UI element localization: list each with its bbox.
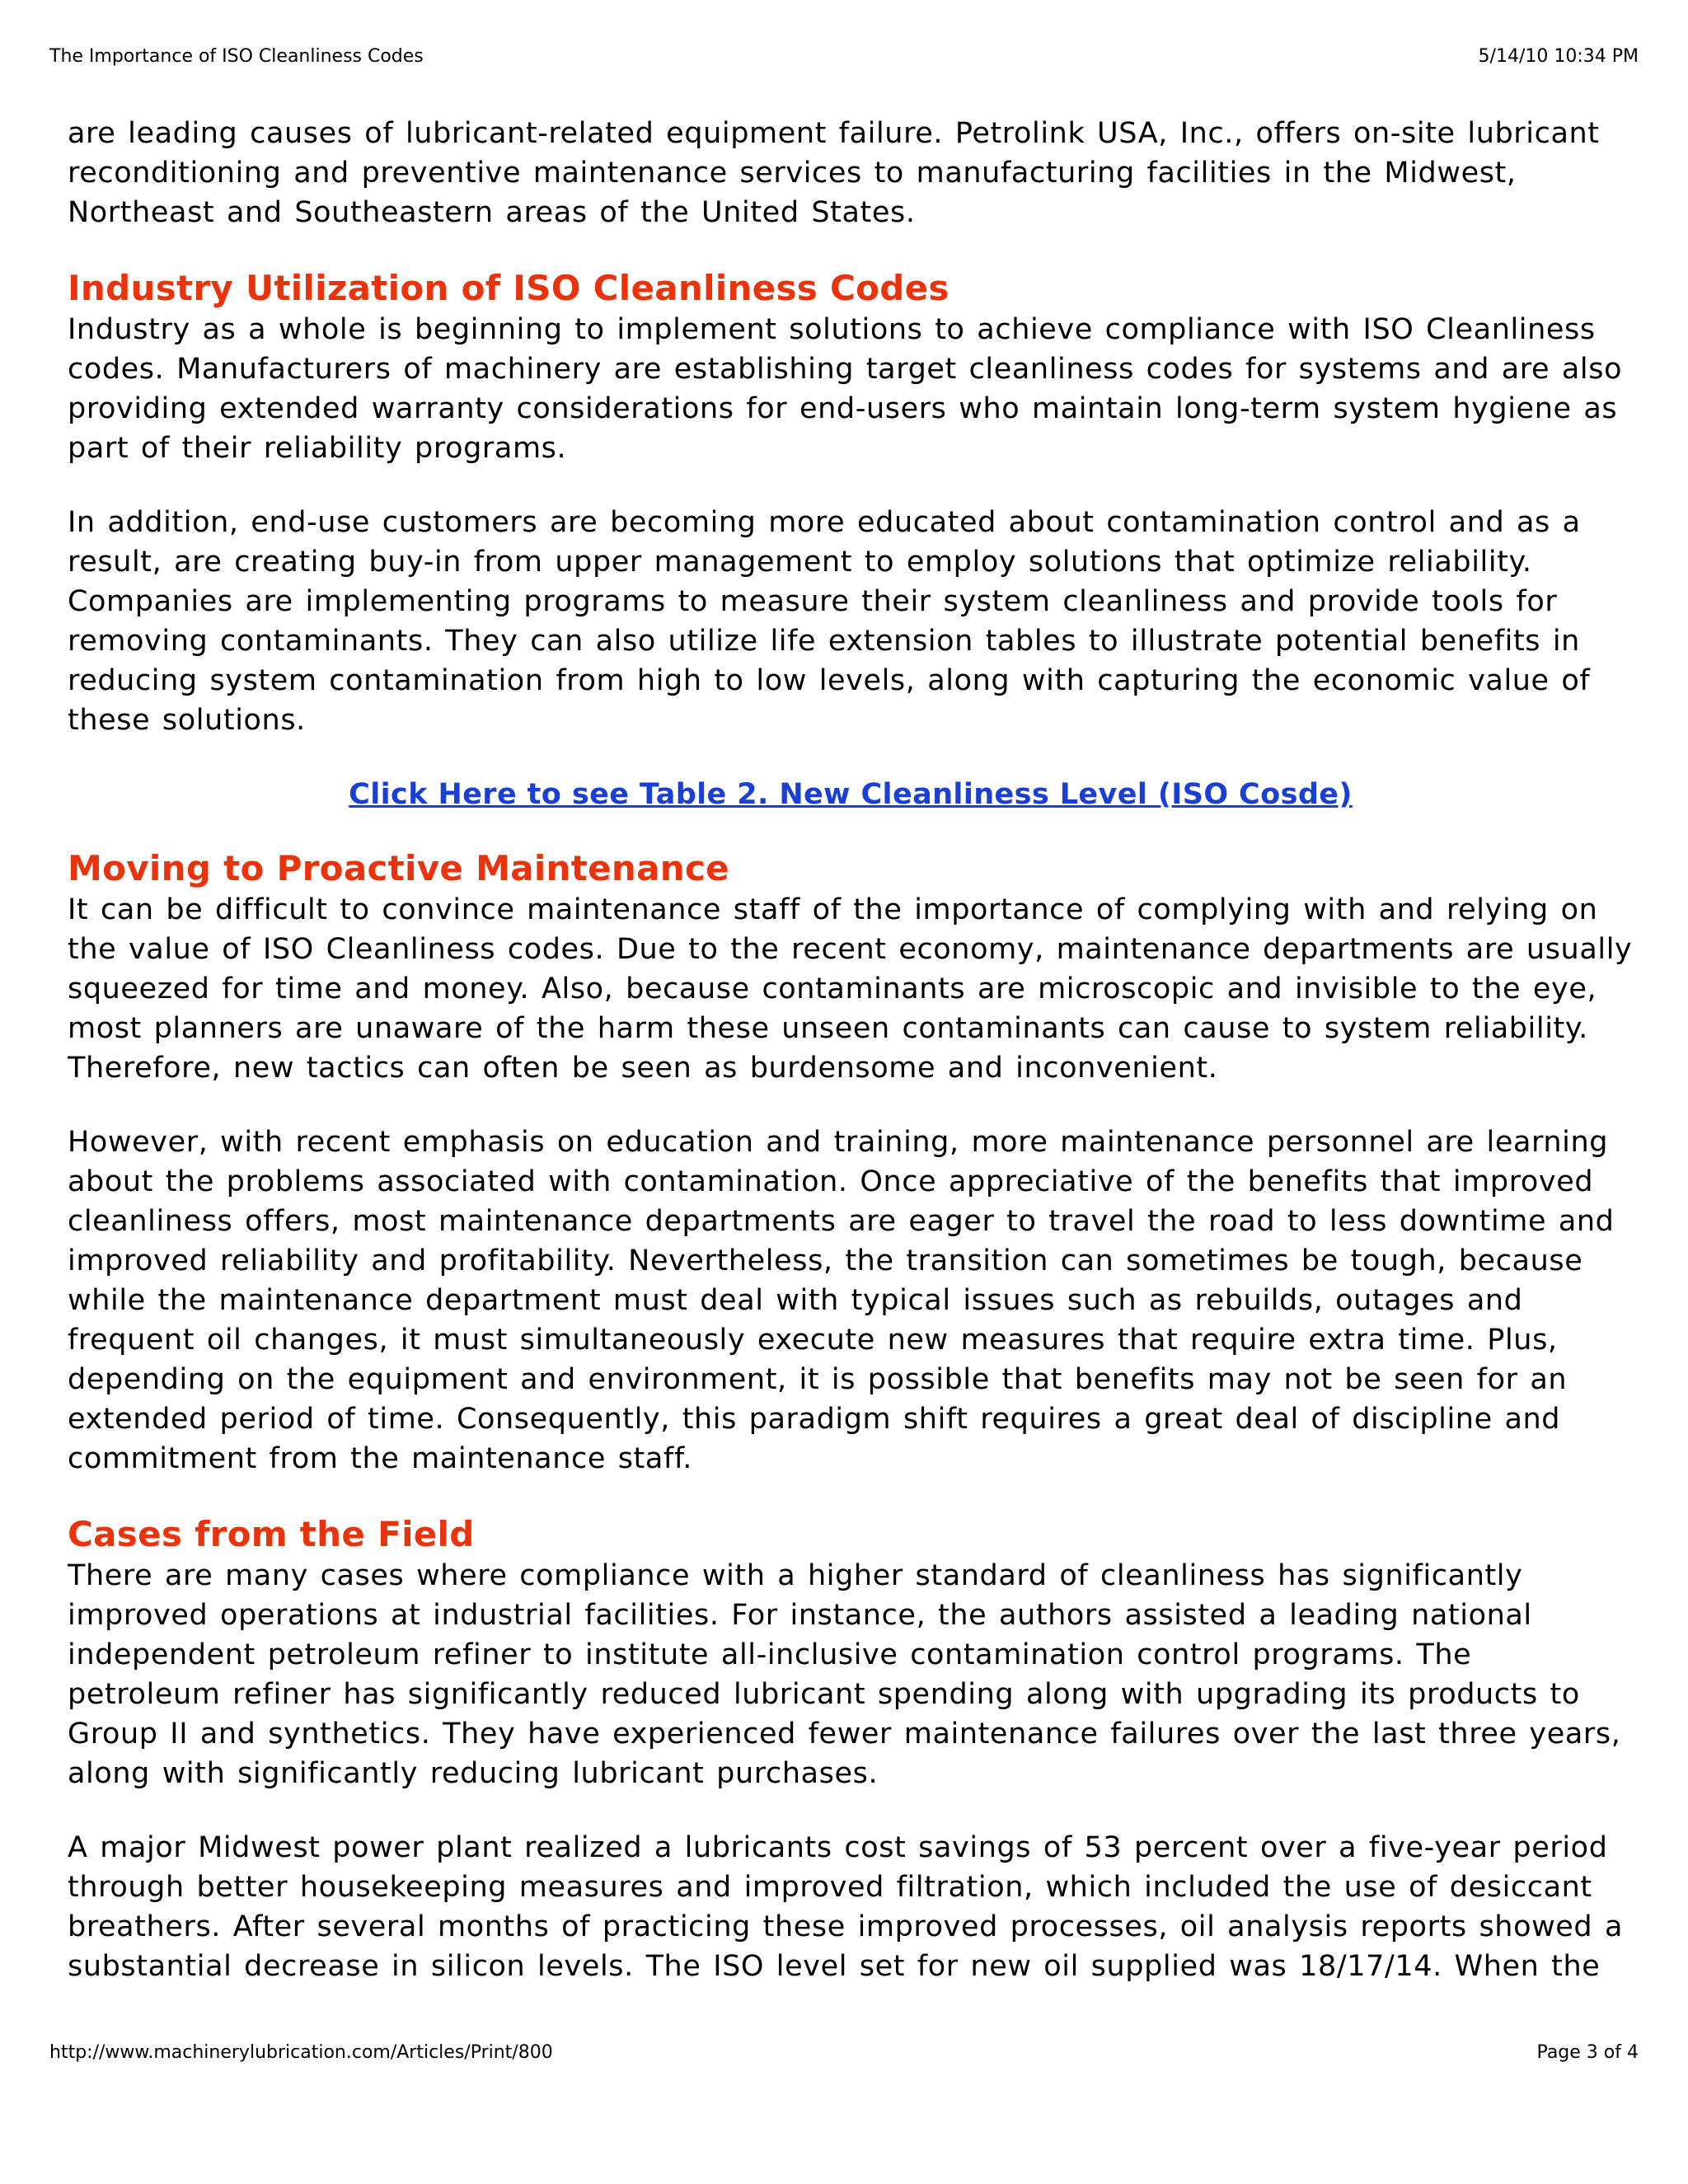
paragraph-cases-2: A major Midwest power plant realized a lubricants cost savings of 53 percent over a five-year period through better housekeeping measures and improved filtration, which included the use of desiccant breathers. After several months of practicing these improved processes, oil analysis reports showed a substantial decrease in silicon levels. The ISO level set for new oil supplied was 18/17/14. When the [68, 1831, 1624, 1983]
print-footer [49, 2042, 1639, 2067]
section-heading-industry-utilization: Industry Utilization of ISO Cleanliness Codes [68, 268, 950, 308]
table-link-row [68, 775, 1634, 814]
section-heading-cases-from-field: Cases from the Field [68, 1514, 475, 1554]
paragraph-proactive-2: However, with recent emphasis on education and training, more maintenance personnel are learning about the problems associated with contamination. Once appreciative of the benefits that improved cleanliness offers, most maintenance departments are eager to travel the road to less downtime and improved reliability and profitability. Nevertheless, the transition can sometimes be tough, because while the maintenance department must deal with typical issues such as rebuilds, outages and frequent oil changes, it must simultaneously execute new measures that require extra time. Plus, depending on the equipment and environment, it is possible that benefits may not be seen for an extended period of time. Consequently, this paradigm shift requires a great deal of discipline and commitment from the maintenance staff. [68, 1126, 1615, 1475]
print-datetime: 5/14/10 10:34 PM [1478, 46, 1639, 67]
print-header [49, 46, 1639, 71]
page-title: The Importance of ISO Cleanliness Codes [49, 46, 424, 67]
table-2-link[interactable]: Click Here to see Table 2. New Cleanliness Level (ISO Cosde) [349, 778, 1353, 811]
page-number: Page 3 of 4 [1536, 2042, 1639, 2063]
paragraph-cases-1: There are many cases where compliance with a higher standard of cleanliness has significantly improved operations at industrial facilities. For instance, the authors assisted a leading national independent petroleum refiner to institute all-inclusive contamination control programs. The petroleum refiner has significantly reduced lubricant spending along with upgrading its products to Group II and synthetics. They have experienced fewer maintenance failures over the last three years, along with significantly reducing lubricant purchases. [68, 1559, 1621, 1790]
paragraph-industry-1: Industry as a whole is beginning to implement solutions to achieve compliance with ISO Cleanliness codes. Manufacturers of machinery are establishing target cleanliness codes for systems and are also providing extended warranty considerations for end-users who maintain long-term system hygiene as part of their reliability programs. [68, 313, 1623, 465]
article-body [68, 114, 1634, 1986]
paragraph-proactive-1: It can be difficult to convince maintenance staff of the importance of complying with and relying on the value of ISO Cleanliness codes. Due to the recent economy, maintenance departments are usually squeezed for time and money. Also, because contaminants are microscopic and invisible to the eye, most planners are unaware of the harm these unseen contaminants can cause to system reliability. Therefore, new tactics can often be seen as burdensome and inconvenient. [68, 893, 1633, 1085]
page-url: http://www.machinerylubrication.com/Articles/Print/800 [49, 2042, 553, 2063]
intro-paragraph: are leading causes of lubricant-related equipment failure. Petrolink USA, Inc., offers on-site lubricant reconditioning and preventive maintenance services to manufacturing facilities in the Midwest, Northeast and Southeastern areas of the United States. [68, 117, 1600, 229]
section-heading-proactive-maintenance: Moving to Proactive Maintenance [68, 848, 729, 888]
paragraph-industry-2: In addition, end-use customers are becoming more educated about contamination control and as a result, are creating buy-in from upper management to employ solutions that optimize reliability. Companies are implementing programs to measure their system cleanliness and provide tools for removing contaminants. They can also utilize life extension tables to illustrate potential benefits in reducing system contamination from high to low levels, along with capturing the economic value of these solutions. [68, 506, 1591, 737]
